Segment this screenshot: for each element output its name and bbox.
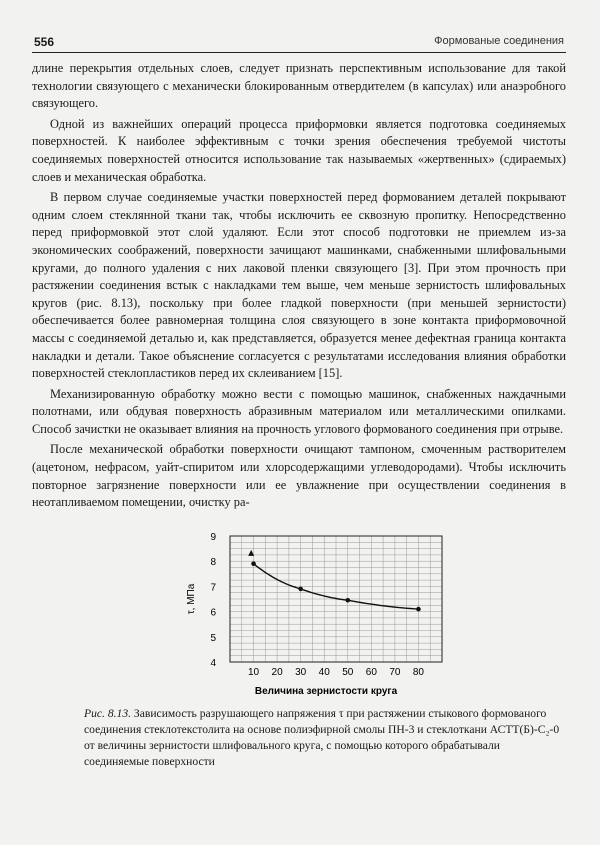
page-number: 556 (34, 35, 55, 49)
y-tick-label: 5 (210, 632, 216, 644)
data-point (345, 598, 350, 603)
x-tick-label: 70 (389, 667, 401, 678)
x-tick-label: 10 (247, 667, 260, 678)
y-tick-label: 9 (210, 532, 216, 543)
y-tick-label: 6 (210, 607, 216, 619)
data-point (251, 561, 256, 566)
paragraph: В первом случае соединяемые участки поверхностей перед формованием деталей покрывают одним слоем стеклянной ткани так, чтобы исключить ее сквозную пропитку. Непосредственно перед приформовкой этот слой удаляют. Если этот способ подготовки не приемлем из-за экономических соображений, поверхности зачищают машинками, снабженными шлифовальными кругами, до полного удаления с них лаковой пленки связующего [3]. При этом прочность при растяжении соединения встык с накладками тем выше, чем меньше зернистость шлифовальных кругов (рис. 8.13), поскольку при более гладкой поверхности (при меньшей зернистости) обеспечивается более равномерная толщина слоя связующего в зоне контакта приформовочной массы с соединяемой деталью и, как представляется, образуется менее дефектная граница контакта накладки и детали. Такое объяснение согласуется с результатами исследования влияния обработки поверхностей стеклопластиков перед их склеиванием [15]. (32, 190, 566, 381)
figure-8-13 (180, 526, 450, 701)
arrow-marker (248, 550, 254, 556)
x-tick-label: 50 (342, 667, 354, 678)
x-tick-label: 80 (412, 667, 425, 678)
paragraph: длине перекрытия отдельных слоев, следует признать перспективным использование для такой технологии связующего с механически блокированным отвердителем (в капсулах) или анаэробного связующего. (32, 61, 566, 111)
paragraph: Механизированную обработку можно вести с помощью машинок, снабженных наждачными полотнами, или обдувая поверхность абразивным материалом или металлическими опилками. Способ зачистки не оказывает влияния на прочность углового формованого соединения при отрыве. (32, 386, 566, 436)
header-rule (32, 52, 566, 53)
figure-caption (84, 706, 564, 770)
caption-text: Зависимость разрушающего напряжения τ при растяжении стыкового формованого соединения стеклотекстолита на основе полиэфирной смолы ПН-3 и стеклоткани АСТТ(Б)-С₂-0 от величины зернистости шлифовального круга, с помощью которого обрабатывали соединяемые поверхности (84, 707, 560, 768)
paragraph: После механической обработки поверхности очищают тампоном, смоченным растворителем (ацетоном, нефрасом, уайт-спиритом или хлорсодержащими углеводородами). Чтобы исключить повторное загрязнение поверхности или ее увлажнение при осуществлении соединения в неотапливаемом помещении, очистку ра- (32, 442, 566, 510)
running-title: Формованые соединения (434, 35, 564, 47)
tick-labels (210, 532, 424, 678)
chart-svg (180, 526, 450, 701)
x-tick-label: 20 (271, 667, 283, 678)
paragraph: Одной из важнейших операций процесса приформовки является подготовка соединяемых поверхностей. К наиболее эффективным с точки зрения обеспечения требуемой чистоты соединяемых поверхностей относится использование так называемых «жертвенных» (сдираемых) слоев и механическая обработка. (32, 116, 566, 184)
x-tick-label: 40 (318, 667, 330, 678)
y-axis-label: τ, МПа (186, 583, 197, 615)
body-text (32, 60, 566, 515)
data-point (298, 587, 303, 592)
x-tick-label: 30 (295, 667, 307, 678)
y-tick-label: 7 (210, 582, 216, 594)
x-tick-label: 60 (365, 667, 377, 678)
caption-label: Рис. 8.13. (84, 707, 132, 720)
y-tick-label: 8 (210, 557, 216, 569)
data-point (416, 607, 421, 612)
y-tick-label: 4 (210, 658, 216, 669)
x-axis-label: Величина зернистости круга (254, 686, 398, 697)
